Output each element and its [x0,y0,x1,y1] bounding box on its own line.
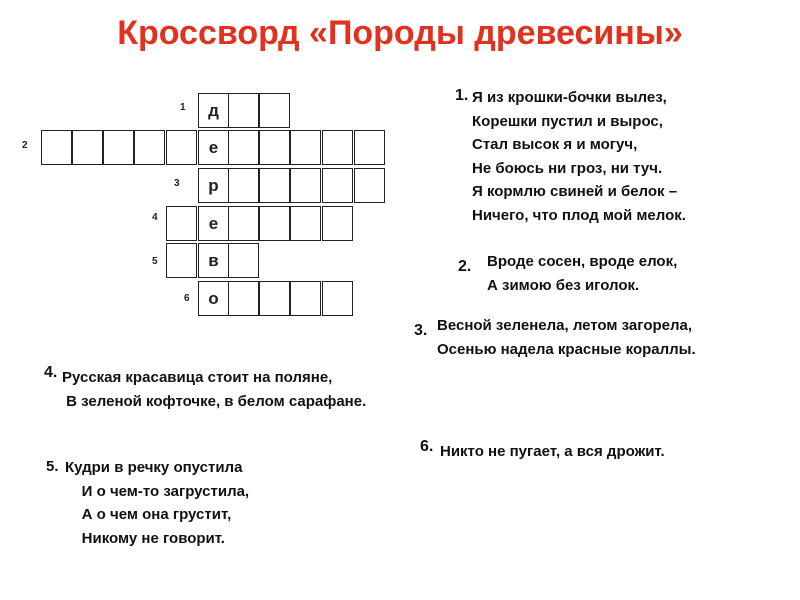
row-number: 4 [152,212,158,223]
riddle-number: 5. [46,458,59,475]
grid-cell [228,130,259,165]
riddle-text: Никто не пугает, а вся дрожит. [440,443,665,460]
grid-cell [354,130,385,165]
grid-cell [166,206,197,241]
grid-cell [259,206,290,241]
grid-cell [72,130,103,165]
grid-cell [290,281,321,316]
riddle-text: Кудри в речку опустила И о чем-то загрустила, А о чем она грустит, Никому не говорит. [65,459,250,547]
grid-cell [166,243,197,278]
grid-cell [322,130,353,165]
grid-cell [166,130,197,165]
page-title: Кроссворд «Породы древесины» [117,14,683,52]
row-number: 3 [174,178,180,189]
riddle-number: 1. [455,87,469,104]
riddle-text: Я из крошки-бочки вылез, Корешки пустил и вырос, Стал высок я и могуч, Не боюсь ни гроз, ни туч. Я кормлю свиней и белок – Ничего, что плод мой мелок. [472,89,686,224]
grid-cell [322,206,353,241]
riddle-number: 4. [44,364,58,381]
letter-cell: д [198,93,229,128]
grid-cell [354,168,385,203]
row-number: 5 [152,256,158,267]
letter-cell: о [198,281,229,316]
grid-cell [322,281,353,316]
riddle-text: Вроде сосен, вроде елок, А зимою без иголок. [487,253,678,294]
grid-cell [322,168,353,203]
riddle-text: Весной зеленела, летом загорела, Осенью надела красные кораллы. [437,317,696,358]
grid-cell [228,168,259,203]
grid-cell [259,130,290,165]
grid-cell [228,93,259,128]
row-number: 1 [180,102,186,113]
letter-cell: в [198,243,229,278]
letter-cell: е [198,206,229,241]
grid-cell [259,168,290,203]
letter-cell: е [198,130,229,165]
grid-cell [228,243,259,278]
row-number: 6 [184,293,190,304]
grid-cell [290,130,321,165]
grid-cell [134,130,165,165]
grid-cell [290,206,321,241]
letter-cell: р [198,168,229,203]
grid-cell [41,130,72,165]
grid-cell [259,281,290,316]
grid-cell [103,130,134,165]
grid-cell [228,281,259,316]
grid-cell [228,206,259,241]
riddle-number: 2. [458,258,472,275]
riddle-number: 3. [414,322,428,339]
grid-cell [290,168,321,203]
row-number: 2 [22,140,28,151]
riddle-number: 6. [420,438,434,455]
riddle-text: Русская красавица стоит на поляне, В зеленой кофточке, в белом сарафане. [62,369,367,410]
grid-cell [259,93,290,128]
